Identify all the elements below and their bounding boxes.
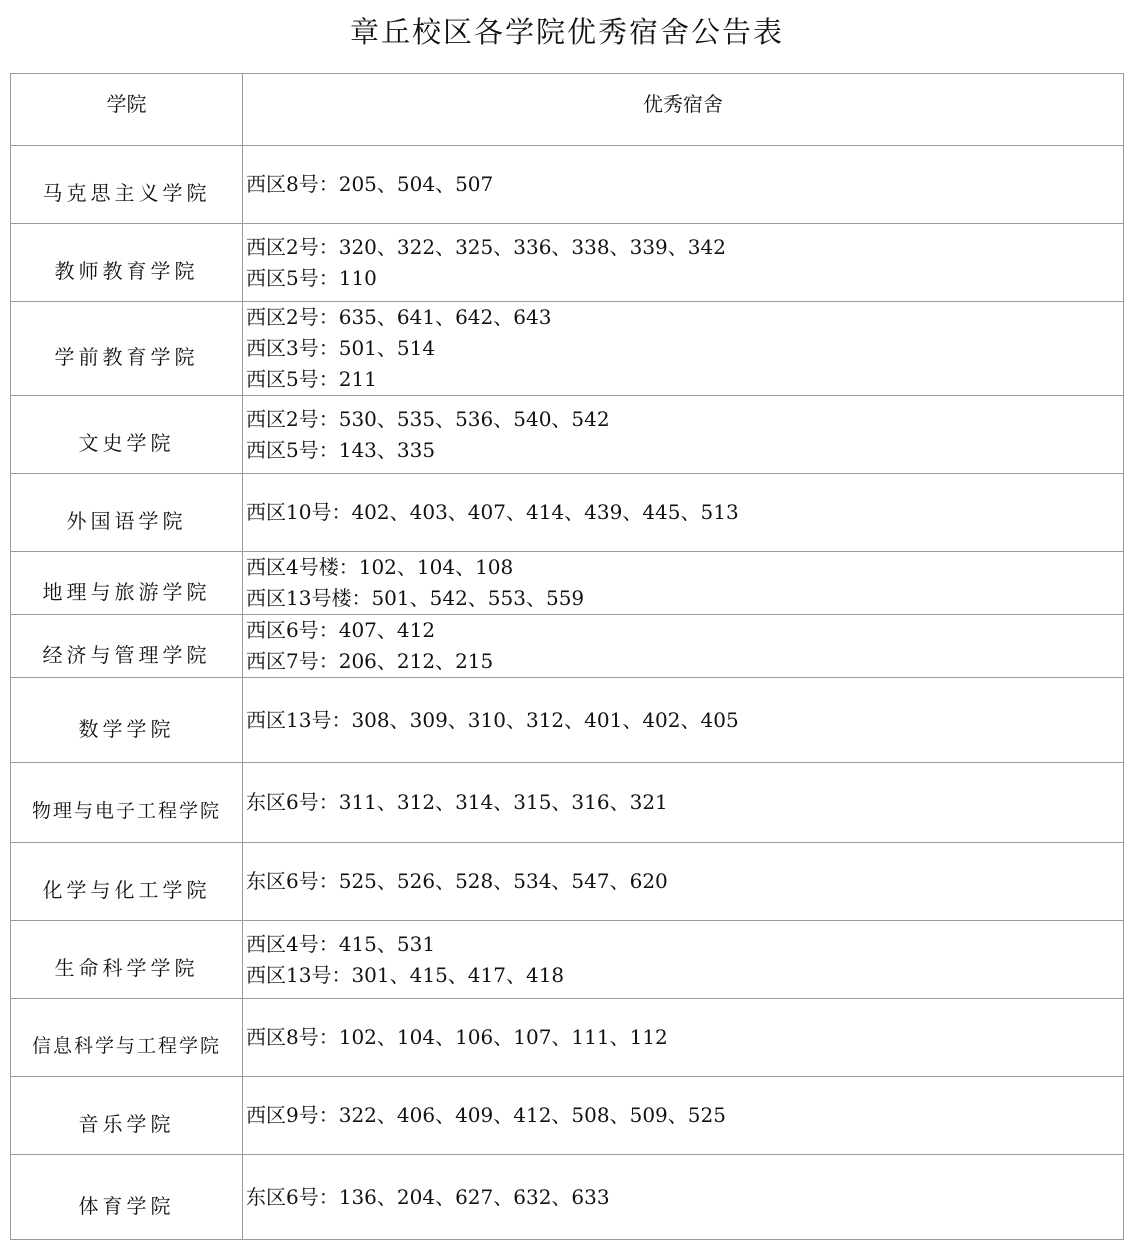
dorm-list [243,678,1124,763]
table-header-row [11,74,1124,146]
college-name: 马克思主义学院 [11,146,243,224]
dorm-list [243,224,1124,302]
college-name: 化学与化工学院 [11,843,243,921]
table-row [11,843,1124,921]
page-title: 章丘校区各学院优秀宿舍公告表 [349,15,784,49]
dorm-list [243,1077,1124,1155]
table-row [11,678,1124,763]
table-row [11,146,1124,224]
table-row [11,302,1124,396]
dorm-list [243,921,1124,999]
college-name: 生命科学学院 [11,921,243,999]
dormitory-table [10,73,1124,1240]
college-name: 信息科学与工程学院 [11,999,243,1077]
dorm-list [243,763,1124,843]
dorm-line: 西区2号：320、322、325、336、338、339、342 [246,234,726,259]
dorm-line: 东区6号：525、526、528、534、547、620 [246,869,668,893]
dorm-line: 西区2号：530、535、536、540、542 [246,406,610,431]
college-name: 体育学院 [11,1155,243,1240]
dorm-list [243,615,1124,678]
table-row [11,1077,1124,1155]
table-row [11,552,1124,615]
dorm-line: 西区4号：415、531 [246,931,436,956]
table-row [11,396,1124,474]
dorm-list [243,1155,1124,1240]
dorm-line: 西区4号楼：102、104、108 [246,555,514,579]
table-row [11,763,1124,843]
college-name: 地理与旅游学院 [11,552,243,615]
college-name: 经济与管理学院 [11,615,243,678]
dorm-line: 西区8号：102、104、106、107、111、112 [246,1025,668,1049]
college-name: 外国语学院 [11,474,243,552]
header-rooms: 优秀宿舍 [243,74,1124,146]
dorm-line: 东区6号：311、312、314、315、316、321 [246,790,668,814]
college-name: 学前教育学院 [11,302,243,396]
dorm-list [243,302,1124,396]
dorm-list [243,999,1124,1077]
header-college: 学院 [11,74,243,146]
table-row [11,999,1124,1077]
college-name: 物理与电子工程学院 [11,763,243,843]
table-body [11,146,1124,1240]
dorm-line: 西区13号楼：501、542、553、559 [246,586,585,610]
dorm-line: 西区5号：211 [246,367,377,391]
dorm-line: 西区5号：143、335 [246,437,436,462]
dorm-line: 西区13号：301、415、417、418 [246,962,565,987]
college-name: 教师教育学院 [11,224,243,302]
dorm-list [243,474,1124,552]
college-name: 数学学院 [11,678,243,763]
dorm-line: 西区5号：110 [246,265,377,290]
table-row [11,615,1124,678]
dorm-line: 西区7号：206、212、215 [246,649,494,673]
dorm-line: 西区8号：205、504、507 [246,172,494,196]
dorm-line: 西区3号：501、514 [246,336,436,360]
college-name: 文史学院 [11,396,243,474]
dorm-line: 东区6号：136、204、627、632、633 [246,1184,610,1209]
dorm-list [243,552,1124,615]
table-row [11,1155,1124,1240]
table-row [11,921,1124,999]
dorm-line: 西区10号：402、403、407、414、439、445、513 [246,500,739,524]
dorm-line: 西区2号：635、641、642、643 [246,305,552,329]
dorm-list [243,146,1124,224]
table-row [11,224,1124,302]
dorm-line: 西区9号：322、406、409、412、508、509、525 [246,1103,726,1127]
table-row [11,474,1124,552]
dorm-list [243,396,1124,474]
dorm-line: 西区13号：308、309、310、312、401、402、405 [246,707,739,732]
college-name: 音乐学院 [11,1077,243,1155]
dorm-line: 西区6号：407、412 [246,618,436,642]
dorm-list [243,843,1124,921]
